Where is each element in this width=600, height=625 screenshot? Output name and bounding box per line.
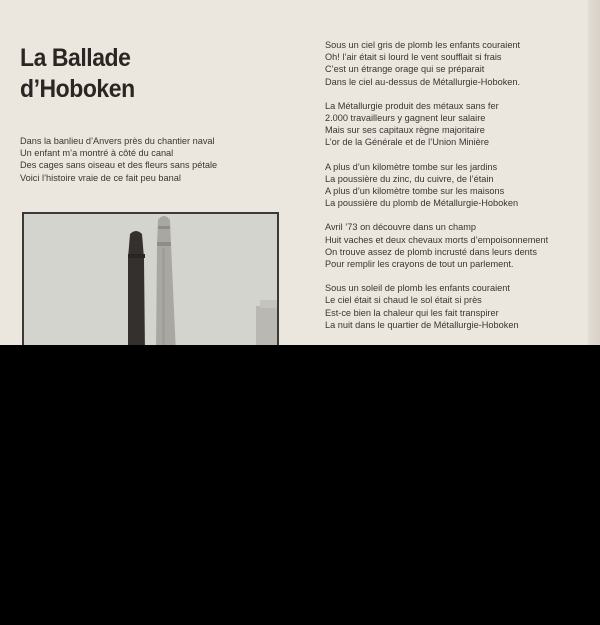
poem-stanza: [325, 221, 548, 270]
poem-line: Est-ce bien la chaleur qui les fait transpirer: [325, 307, 499, 318]
intro-line: Dans la banlieu d’Anvers près du chantier naval: [20, 136, 215, 146]
intro-line: Un enfant m’a montré à côté du canal: [20, 148, 174, 159]
poem-line: Sous un soleil de plomb les enfants couraient: [325, 283, 510, 294]
intro-stanza: [20, 135, 217, 184]
chimneys-photo: [22, 212, 279, 354]
poem-column: [325, 39, 548, 367]
article-title: [20, 43, 135, 105]
poem-line: On trouve assez de plomb incrusté dans leurs dents: [325, 246, 537, 257]
factory-chimneys-image: [24, 214, 277, 354]
intro-line: Voici l’histoire vraie de ce fait peu banal: [20, 172, 181, 183]
page-edge-shadow: [588, 0, 600, 345]
intro-line: Des cages sans oiseau et des fleurs sans pétale: [20, 160, 218, 171]
poem-line: Oh! l’air était si lourd le vent soufflait si frais: [325, 52, 502, 63]
poem-line: Le ciel était si chaud le sol était si près: [325, 295, 482, 306]
poem-line: 2.000 travailleurs y gagnent leur salaire: [325, 113, 486, 124]
poem-line: La nuit dans le quartier de Métallurgie-Hoboken: [325, 319, 519, 330]
poem-stanza: [325, 39, 548, 88]
poem-stanza: [325, 282, 548, 331]
poem-stanza: [325, 100, 548, 149]
poem-line: Dans le ciel au-dessus de Métallurgie-Hoboken.: [325, 76, 521, 87]
poem-line: Sous un ciel gris de plomb les enfants couraient: [325, 40, 521, 50]
poem-line: La Métallurgie produit des métaux sans fer: [325, 100, 499, 111]
poem-line: L’or de la Générale et de l’Union Minière: [325, 137, 489, 148]
title-line: La Ballade: [20, 44, 131, 72]
poem-line: A plus d’un kilomètre tombe sur les jardins: [325, 161, 498, 172]
poem-line: La poussière du zinc, du cuivre, de l’étain: [325, 173, 494, 184]
poem-stanza: [325, 161, 548, 210]
poem-line: Mais sur ses capitaux règne majoritaire: [325, 125, 485, 136]
poem-line: Huit vaches et deux chevaux morts d’empoisonnement: [325, 234, 549, 245]
poem-line: Avril ’73 on découvre dans un champ: [325, 222, 477, 233]
blank-black-area: [0, 345, 600, 625]
poem-line: C’est un étrange orage qui se préparait: [325, 64, 485, 75]
poem-line: La poussière du plomb de Métallurgie-Hoboken: [325, 198, 519, 209]
poem-line: A plus d’un kilomètre tombe sur les maisons: [325, 186, 505, 197]
poem-line: Pour remplir les crayons de tout un parlement.: [325, 259, 514, 270]
title-line: d’Hoboken: [20, 75, 135, 103]
